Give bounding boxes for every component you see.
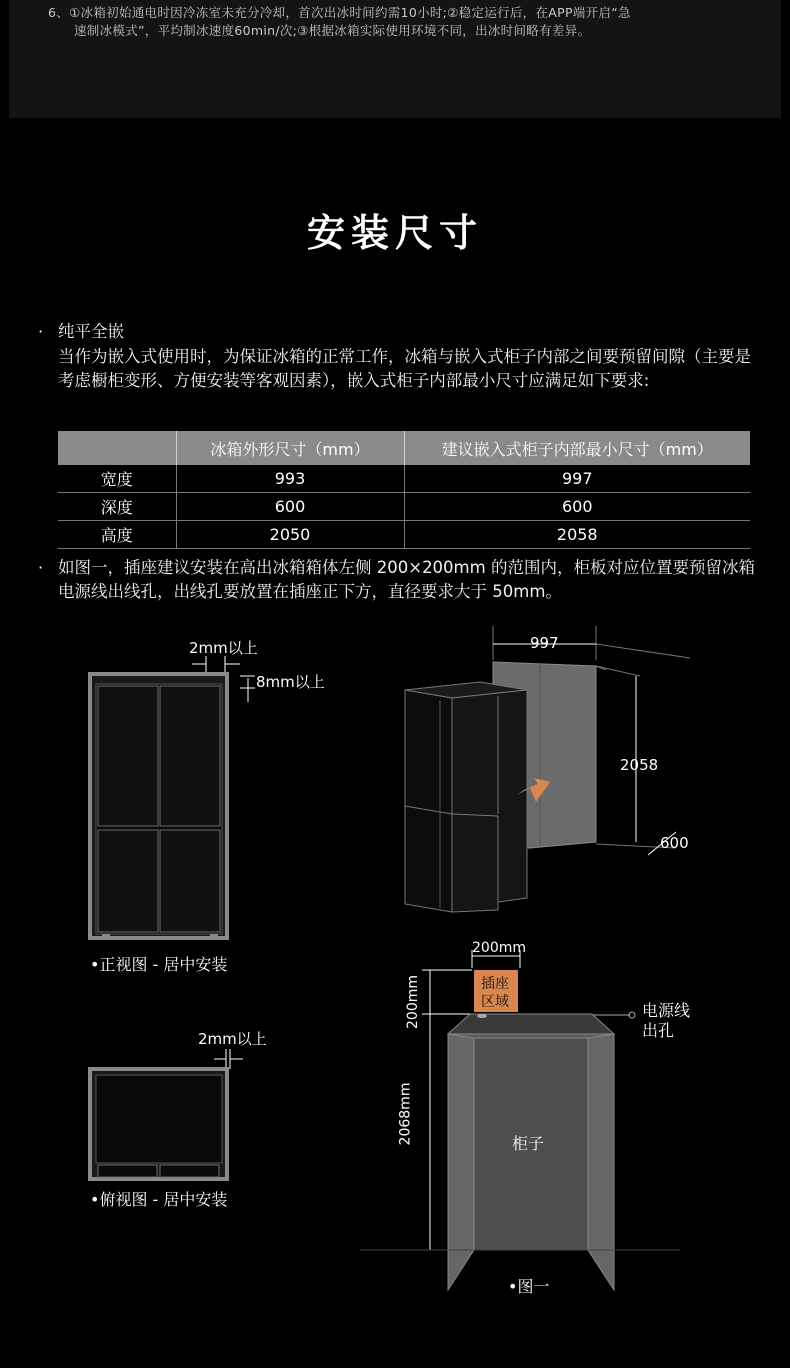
table-cell: 高度 [58, 521, 176, 549]
socket-height-label: 200mm [405, 975, 421, 1029]
table-cell: 2058 [404, 521, 750, 549]
table-cell: 997 [404, 465, 750, 493]
iso-height-label: 2058 [620, 756, 659, 774]
cable-label-1: 电源线 [642, 1001, 691, 1020]
table-cell: 深度 [58, 493, 176, 521]
front-view-diagram [80, 650, 260, 950]
top-gap-side-label: 2mm以上 [198, 1030, 267, 1048]
table-cell: 600 [404, 493, 750, 521]
table-header: 冰箱外形尺寸（mm） [176, 431, 404, 465]
section1-heading: 纯平全嵌 [58, 322, 124, 341]
note-line-2: 速制冰模式”，平均制冰速度60min/次;③根据冰箱实际使用环境不同，出冰时间略有差异。 [74, 23, 591, 38]
table-row [58, 465, 750, 493]
note-line-1: 6、①冰箱初始通电时因冷冻室未充分冷却，首次出冰时间约需10小时;②稳定运行后，在APP端开启“急 [48, 5, 631, 20]
section1-body: 当作为嵌入式使用时，为保证冰箱的正常工作，冰箱与嵌入式柜子内部之间要预留间隙（主要是考虑橱柜变形、方便安装等客观因素），嵌入式柜子内部最小尺寸应满足如下要求: [58, 347, 751, 390]
socket-label-1: 插座 [481, 976, 509, 992]
front-gap-top-label: 8mm以上 [256, 673, 325, 691]
table-cell: 993 [176, 465, 404, 493]
cabinet-label: 柜子 [512, 1134, 545, 1153]
note-text [48, 4, 748, 40]
table-header [58, 431, 176, 465]
top-view-diagram [80, 1045, 260, 1185]
cable-label-2: 出孔 [642, 1021, 675, 1040]
table-cell: 宽度 [58, 465, 176, 493]
bullet-1: · [38, 322, 44, 341]
top-view-caption: •俯视图 - 居中安装 [90, 1190, 228, 1209]
socket-label-2: 区域 [481, 994, 509, 1010]
table-row [58, 493, 750, 521]
cabinet-height-label: 2068mm [397, 1082, 414, 1146]
front-gap-side-label: 2mm以上 [189, 639, 258, 657]
dimension-table [58, 431, 750, 549]
front-view-caption: •正视图 - 居中安装 [90, 955, 228, 974]
bullet-2: · [38, 558, 44, 577]
table-cell: 600 [176, 493, 404, 521]
socket-width-label: 200mm [472, 940, 526, 956]
table-header: 建议嵌入式柜子内部最小尺寸（mm） [404, 431, 750, 465]
table-header-row [58, 431, 750, 465]
page-title: 安装尺寸 [306, 211, 483, 255]
iso-depth-label: 600 [660, 834, 689, 852]
table-cell: 2050 [176, 521, 404, 549]
section2-body: 如图一，插座建议安装在高出冰箱箱体左侧 200×200mm 的范围内，柜板对应位置要预留冰箱电源线出线孔，出线孔要放置在插座正下方，直径要求大于 50mm。 [58, 558, 755, 601]
iso-width-label: 997 [530, 634, 559, 652]
table-row [58, 521, 750, 549]
figure1-caption: •图一 [508, 1277, 550, 1296]
